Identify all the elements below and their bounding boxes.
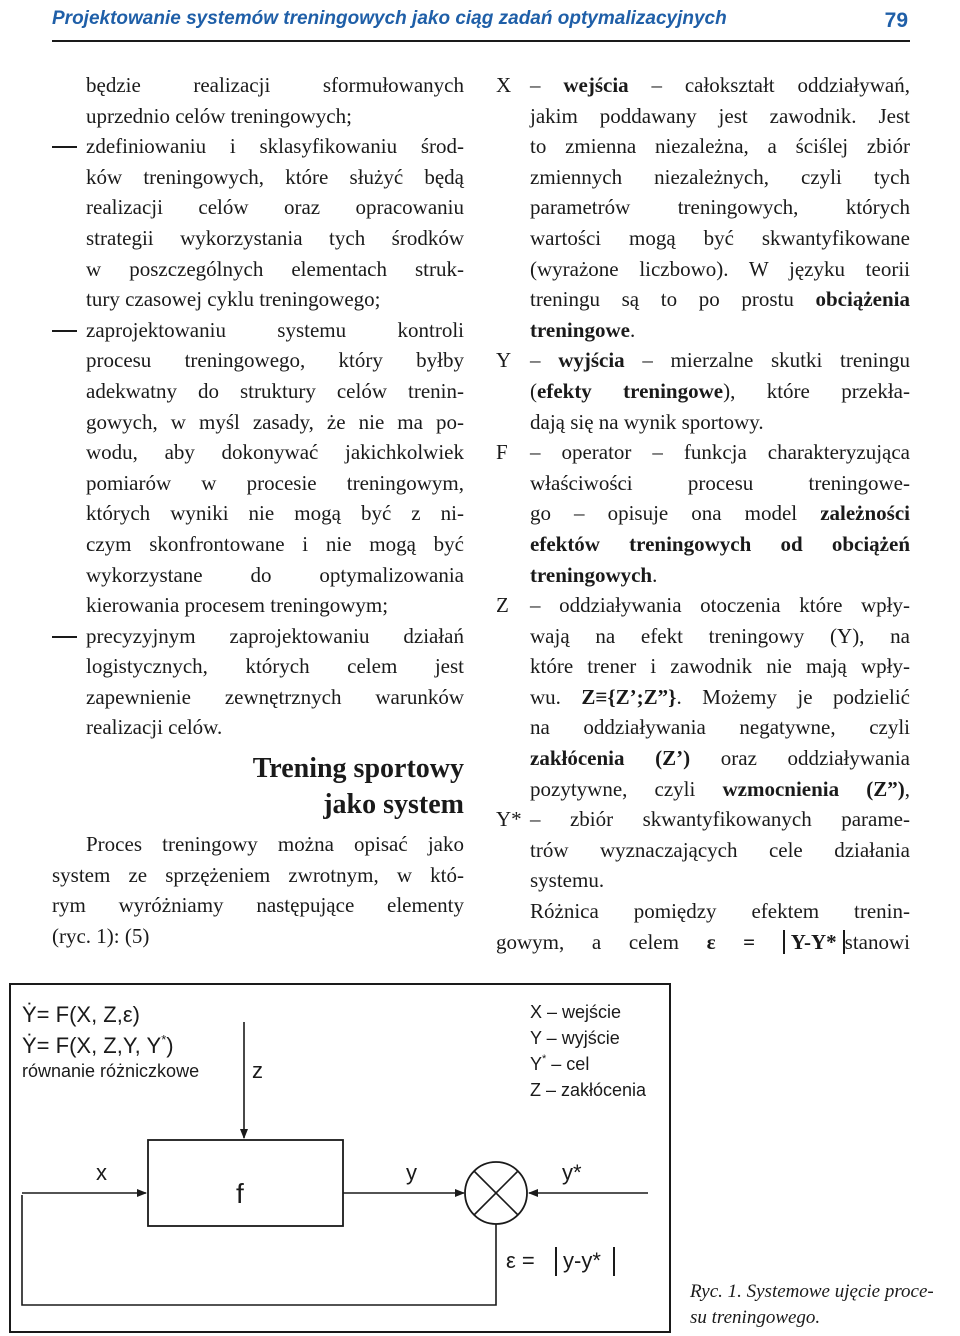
legend-ystar-rest: – cel xyxy=(546,1054,590,1074)
text-line: wartości mogą być skwantyfikowane xyxy=(530,225,910,250)
text-line: system ze sprzężeniem zwrotnym, w któ- xyxy=(52,862,464,887)
text-line: wają na efekt treningowy (Y), na xyxy=(530,623,910,648)
text-line: rym wyróżniamy następujące elementy xyxy=(52,893,464,918)
text-line: na oddziaływania negatywne, czyli xyxy=(530,715,910,740)
text-line: procesu treningowego, który byłby xyxy=(86,348,464,373)
bold-term: wyjścia xyxy=(558,348,625,373)
text-fragment: . xyxy=(652,562,658,587)
symbol-f: F xyxy=(496,440,508,465)
equation-label: równanie różniczkowe xyxy=(22,1061,200,1081)
text-line: zmiennych niezależnych, czyli tych xyxy=(530,164,910,189)
text-line: zapewnienie zewnętrznych warunków xyxy=(86,684,464,709)
bold-term: treningowych xyxy=(530,562,653,587)
text-line: których wyniki nie mogą być z ni- xyxy=(86,501,464,526)
legend-ystar-sup: * xyxy=(542,1053,547,1065)
label-eps-mod: y-y* xyxy=(563,1248,601,1273)
text-line: logistycznych, których celem jest xyxy=(86,654,464,679)
text-fragment: ), które przekła- xyxy=(723,378,910,403)
text-line: – zbiór skwantyfikowanych parame- xyxy=(530,807,910,832)
text-line: systemu. xyxy=(530,868,605,893)
symbol-z: Z xyxy=(496,593,509,618)
running-title: Projektowanie systemów treningowych jako ciąg zadań optymalizacyjnych xyxy=(52,8,727,29)
bold-term: Z≡{Z’;Z”} xyxy=(581,684,677,709)
symbol-x: X xyxy=(496,73,512,97)
legend-ystar xyxy=(530,1053,589,1074)
text-line: dają się na wynik sportowy. xyxy=(530,409,764,434)
feedback-loop xyxy=(22,1195,496,1305)
label-eps: ε = xyxy=(506,1248,535,1273)
text-line: – operator – funkcja charakteryzująca xyxy=(530,440,910,465)
text-line: zdefiniowaniu i sklasyfikowaniu środ- xyxy=(86,134,464,159)
text-line: – oddziaływania otoczenia które wpły- xyxy=(530,593,910,618)
text-line: strategii wykorzystania tych środków xyxy=(86,225,464,250)
text-fragment: pozytywne, czyli xyxy=(530,776,723,801)
text-line: w poszczególnych elementach struk- xyxy=(86,256,464,281)
text-fragment: – mierzalne skutki treningu xyxy=(624,348,911,373)
equation-2-base: Ẏ= F(X, Z,Y, Y xyxy=(22,1033,162,1058)
text-line: trów wyznaczających cele działania xyxy=(530,837,910,862)
text-line: będzie realizacji sformułowanych xyxy=(86,73,464,97)
text-line: pomiarów w procesie treningowym, xyxy=(86,470,464,495)
text-fragment: – xyxy=(530,348,559,373)
text-fragment: . xyxy=(629,317,636,342)
bold-term: wejścia xyxy=(563,73,629,97)
equation-2-sup: * xyxy=(161,1032,167,1047)
text-line: ków treningowych, które służyć będą xyxy=(86,164,464,189)
text-line: (ryc. 1): (5) xyxy=(52,923,150,948)
text-line: kierowania procesem treningowym; xyxy=(86,593,389,618)
symbol-ystar: Y* xyxy=(496,807,522,832)
text-line: czym skonfrontowane i nie mogą być xyxy=(86,531,464,556)
text-line: które trener i zawodnik nie mają wpły- xyxy=(530,654,910,679)
text-line: właściwości procesu treningowe- xyxy=(530,470,910,495)
bold-term: zależności xyxy=(820,501,910,526)
text-line: jakim poddawany jest zawodnik. Jest xyxy=(530,103,910,128)
text-line: realizacji celów oraz opracowaniu xyxy=(86,195,464,220)
bold-term: treningowe xyxy=(530,317,630,342)
modulus-expression: Y-Y* xyxy=(783,930,845,954)
bold-term: zakłócenia (Z’) xyxy=(530,746,691,771)
text-line: to zmienna niezależna, a ściślej zbiór xyxy=(530,134,910,159)
text-line: adekwatny do struktury celów trenin- xyxy=(86,378,464,403)
heading-line: jako system xyxy=(323,789,464,821)
legend-y: Y – wyjście xyxy=(530,1028,620,1048)
caption-line: su treningowego. xyxy=(690,1307,821,1328)
text-fragment: stanowi xyxy=(844,929,910,954)
text-fragment: – całokształt oddziaływań, xyxy=(628,73,911,97)
text-fragment: gowym, a celem xyxy=(496,929,707,954)
text-fragment: go – opisuje ona model xyxy=(530,501,821,526)
text-line: parametrów treningowych, których xyxy=(530,195,910,220)
label-ystar: y* xyxy=(562,1160,582,1185)
label-z: z xyxy=(252,1058,263,1083)
text-fragment: , xyxy=(904,776,910,801)
bold-term: obciążenia xyxy=(815,287,910,312)
text-line: Proces treningowy można opisać jako xyxy=(86,832,464,857)
text-fragment: oraz oddziaływania xyxy=(690,746,910,771)
bold-term: ε = xyxy=(706,929,783,954)
text-fragment: treningu są to po prostu xyxy=(530,287,816,312)
page-number: 79 xyxy=(884,9,908,32)
text-line: Różnica pomiędzy efektem trenin- xyxy=(530,899,910,924)
legend-ystar-base: Y xyxy=(530,1054,543,1074)
equation-2-end: ) xyxy=(166,1033,174,1058)
text-line: wykorzystane do optymalizowania xyxy=(86,562,464,587)
text-fragment: . Możemy je podzielić xyxy=(676,684,910,709)
text-fragment: wu. xyxy=(530,684,582,709)
text-line: realizacji celów. xyxy=(86,715,223,740)
figure-caption xyxy=(690,1279,960,1331)
heading-line: Trening sportowy xyxy=(252,753,464,785)
text-line: (wyrażone liczbowo). W języku teorii xyxy=(530,256,910,281)
equation-1: Ẏ= F(X, Z,ε) xyxy=(22,1002,140,1027)
text-fragment: ( xyxy=(530,378,537,403)
bold-term: efektów treningowych od obciążeń xyxy=(530,531,910,556)
text-fragment: – xyxy=(530,73,564,97)
text-line: uprzednio celów treningowych; xyxy=(86,103,352,128)
legend-z: Z – zakłócenia xyxy=(530,1080,647,1100)
label-x: x xyxy=(96,1160,107,1185)
bold-term: efekty treningowe xyxy=(537,378,724,403)
label-f: f xyxy=(236,1178,244,1209)
bold-term: wzmocnienia (Z”) xyxy=(722,776,905,801)
equation-2 xyxy=(22,1032,174,1058)
text-line: wodu, aby dokonywać jakichkolwiek xyxy=(86,440,464,465)
text-line: gowych, w myśl zasady, że nie ma po- xyxy=(86,409,464,434)
label-y: y xyxy=(406,1160,417,1185)
caption-line: Ryc. 1. Systemowe ujęcie proce- xyxy=(690,1281,934,1302)
text-line: tury czasowej cyklu treningowego; xyxy=(86,287,381,312)
text-line: zaprojektowaniu systemu kontroli xyxy=(86,317,464,342)
text-line: precyzyjnym zaprojektowaniu działań xyxy=(86,623,464,648)
system-block xyxy=(148,1140,343,1226)
symbol-y: Y xyxy=(496,348,512,373)
legend-x: X – wejście xyxy=(530,1002,622,1022)
